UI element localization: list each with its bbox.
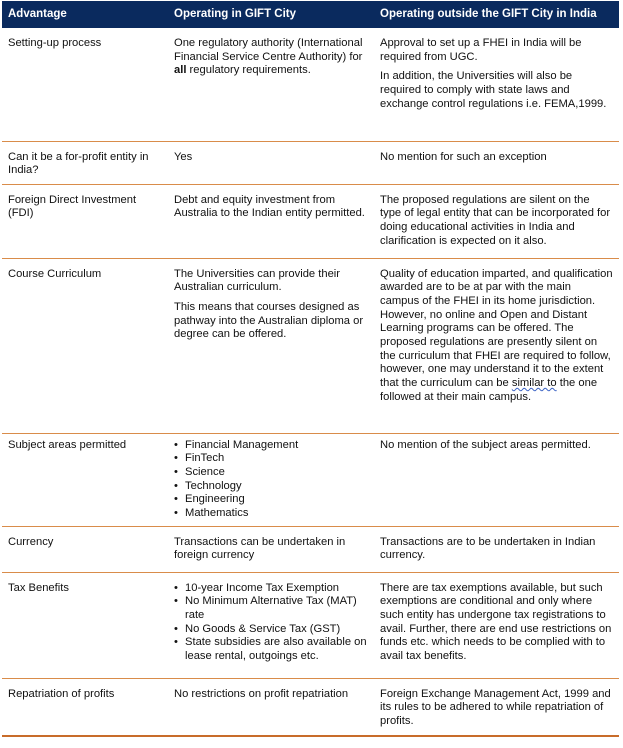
list-item bbox=[174, 582, 368, 596]
outside-cell bbox=[374, 572, 619, 678]
list-item-text: Engineering bbox=[185, 493, 245, 506]
spelling-flagged-text: similar to bbox=[511, 377, 557, 390]
outside-text-part: the one followed at their main campus. bbox=[380, 377, 598, 403]
bullet-icon: • bbox=[174, 595, 178, 608]
list-item bbox=[174, 480, 368, 494]
list-item-text: No Minimum Alternative Tax (MAT) rate bbox=[185, 595, 357, 621]
advantage-cell bbox=[2, 433, 168, 526]
outside-text: No mention of the subject areas permitted. bbox=[380, 438, 591, 451]
list-item-text: FinTech bbox=[185, 452, 225, 465]
tax-benefit-list bbox=[174, 582, 368, 664]
advantage-text: Can it be a for-profit entity in India? bbox=[8, 150, 149, 177]
outside-cell bbox=[374, 526, 619, 572]
outside-text: There are tax exemptions available, but such exemptions are conditional and only where such entity has undergone tax registrations to avail. Further, there are end use restrictions on funds etc. which needs to be complied with to avail tax benefits. bbox=[380, 581, 612, 663]
advantage-cell bbox=[2, 184, 168, 258]
outside-text bbox=[380, 268, 613, 405]
advantage-text: Foreign Direct Investment (FDI) bbox=[8, 193, 137, 220]
advantage-cell bbox=[2, 678, 168, 736]
table-row bbox=[2, 526, 619, 572]
advantage-cell bbox=[2, 526, 168, 572]
outside-text-part: Quality of education imparted, and qualification awarded are to be at par with the main campus of the FHEI in its home jurisdiction. However, no online and Open and Distant Learning programs can be offered. The proposed regulations are presently silent on the curriculum that FHEI are required to follow, however, one may understand it to the extent that the curriculum can be bbox=[380, 267, 613, 390]
gift-paragraph: This means that courses designed as pathway into the Australian diploma or degree can be offered. bbox=[174, 300, 364, 341]
gift-cell bbox=[168, 678, 374, 736]
list-item-text: Mathematics bbox=[185, 507, 249, 520]
gift-text bbox=[174, 37, 368, 78]
table-row bbox=[2, 141, 619, 184]
outside-paragraph: Approval to set up a FHEI in India will be required from UGC. bbox=[380, 37, 582, 63]
list-item-text: Science bbox=[185, 465, 225, 478]
list-item-text: Technology bbox=[185, 479, 242, 492]
table-row bbox=[2, 184, 619, 258]
header-gift-city: Operating in GIFT City bbox=[168, 1, 374, 28]
gift-text-part: One regulatory authority (International Financial Service Centre Authority) for bbox=[174, 37, 363, 63]
table-row bbox=[2, 678, 619, 736]
gift-cell bbox=[168, 28, 374, 141]
outside-cell bbox=[374, 433, 619, 526]
list-item-text: Financial Management bbox=[185, 438, 299, 451]
comparison-table bbox=[2, 1, 619, 737]
advantage-cell bbox=[2, 28, 168, 141]
advantage-text: Subject areas permitted bbox=[8, 438, 127, 451]
advantage-cell bbox=[2, 141, 168, 184]
outside-text: No mention for such an exception bbox=[380, 150, 547, 163]
bullet-icon: • bbox=[174, 438, 178, 451]
gift-text: Yes bbox=[174, 150, 193, 163]
bullet-icon: • bbox=[174, 452, 178, 465]
outside-paragraph: In addition, the Universities will also be required to comply with state laws and exchange control regulations i.e. FEMA,1999. bbox=[380, 70, 607, 110]
gift-text-part: regulatory requirements. bbox=[186, 64, 311, 77]
advantage-text: Repatriation of profits bbox=[8, 687, 115, 700]
outside-cell bbox=[374, 258, 619, 433]
advantage-text: Tax Benefits bbox=[8, 581, 69, 594]
header-advantage: Advantage bbox=[2, 1, 168, 28]
bullet-icon: • bbox=[174, 636, 178, 649]
list-item bbox=[174, 595, 368, 622]
list-item-text: 10-year Income Tax Exemption bbox=[185, 581, 340, 594]
advantage-cell bbox=[2, 572, 168, 678]
gift-cell bbox=[168, 433, 374, 526]
gift-cell bbox=[168, 572, 374, 678]
outside-cell bbox=[374, 184, 619, 258]
advantage-text: Setting-up process bbox=[8, 37, 102, 49]
gift-cell bbox=[168, 184, 374, 258]
subject-list bbox=[174, 439, 368, 521]
list-item bbox=[174, 493, 368, 507]
header-row bbox=[2, 1, 619, 28]
bullet-icon: • bbox=[174, 507, 178, 520]
outside-text: Foreign Exchange Management Act, 1999 and its rules to be adhered to while repatriation of profits. bbox=[380, 687, 611, 727]
gift-cell bbox=[168, 141, 374, 184]
table-row bbox=[2, 258, 619, 433]
list-item bbox=[174, 623, 368, 637]
list-item bbox=[174, 466, 368, 480]
gift-cell bbox=[168, 258, 374, 433]
bullet-icon: • bbox=[174, 479, 178, 492]
advantage-cell bbox=[2, 258, 168, 433]
outside-cell bbox=[374, 141, 619, 184]
gift-text-bold: all bbox=[174, 64, 187, 77]
bullet-icon: • bbox=[174, 622, 178, 635]
list-item bbox=[174, 452, 368, 466]
advantage-text: Currency bbox=[8, 535, 54, 548]
table-row bbox=[2, 28, 619, 141]
list-item-text: No Goods & Service Tax (GST) bbox=[185, 622, 341, 635]
gift-text: Debt and equity investment from Australia to the Indian entity permitted. bbox=[174, 193, 365, 220]
bullet-icon: • bbox=[174, 493, 178, 506]
table-row bbox=[2, 433, 619, 526]
list-item bbox=[174, 507, 368, 521]
gift-cell bbox=[168, 526, 374, 572]
outside-cell bbox=[374, 678, 619, 736]
outside-text: Transactions are to be undertaken in Indian currency. bbox=[380, 535, 596, 562]
gift-text: Transactions can be undertaken in foreign currency bbox=[174, 535, 346, 562]
list-item bbox=[174, 439, 368, 453]
header-outside-gift-city: Operating outside the GIFT City in India bbox=[374, 1, 619, 28]
list-item bbox=[174, 636, 368, 663]
gift-text: No restrictions on profit repatriation bbox=[174, 687, 349, 700]
list-item-text: State subsidies are also available on lease rental, outgoings etc. bbox=[185, 636, 367, 663]
outside-text: The proposed regulations are silent on the type of legal entity that can be incorporated for doing educational activities in India and clarification is expected on it also. bbox=[380, 193, 611, 247]
advantage-text: Course Curriculum bbox=[8, 267, 102, 280]
bullet-icon: • bbox=[174, 581, 178, 594]
bullet-icon: • bbox=[174, 465, 178, 478]
gift-paragraph: The Universities can provide their Australian curriculum. bbox=[174, 267, 341, 294]
table-row bbox=[2, 572, 619, 678]
outside-cell bbox=[374, 28, 619, 141]
